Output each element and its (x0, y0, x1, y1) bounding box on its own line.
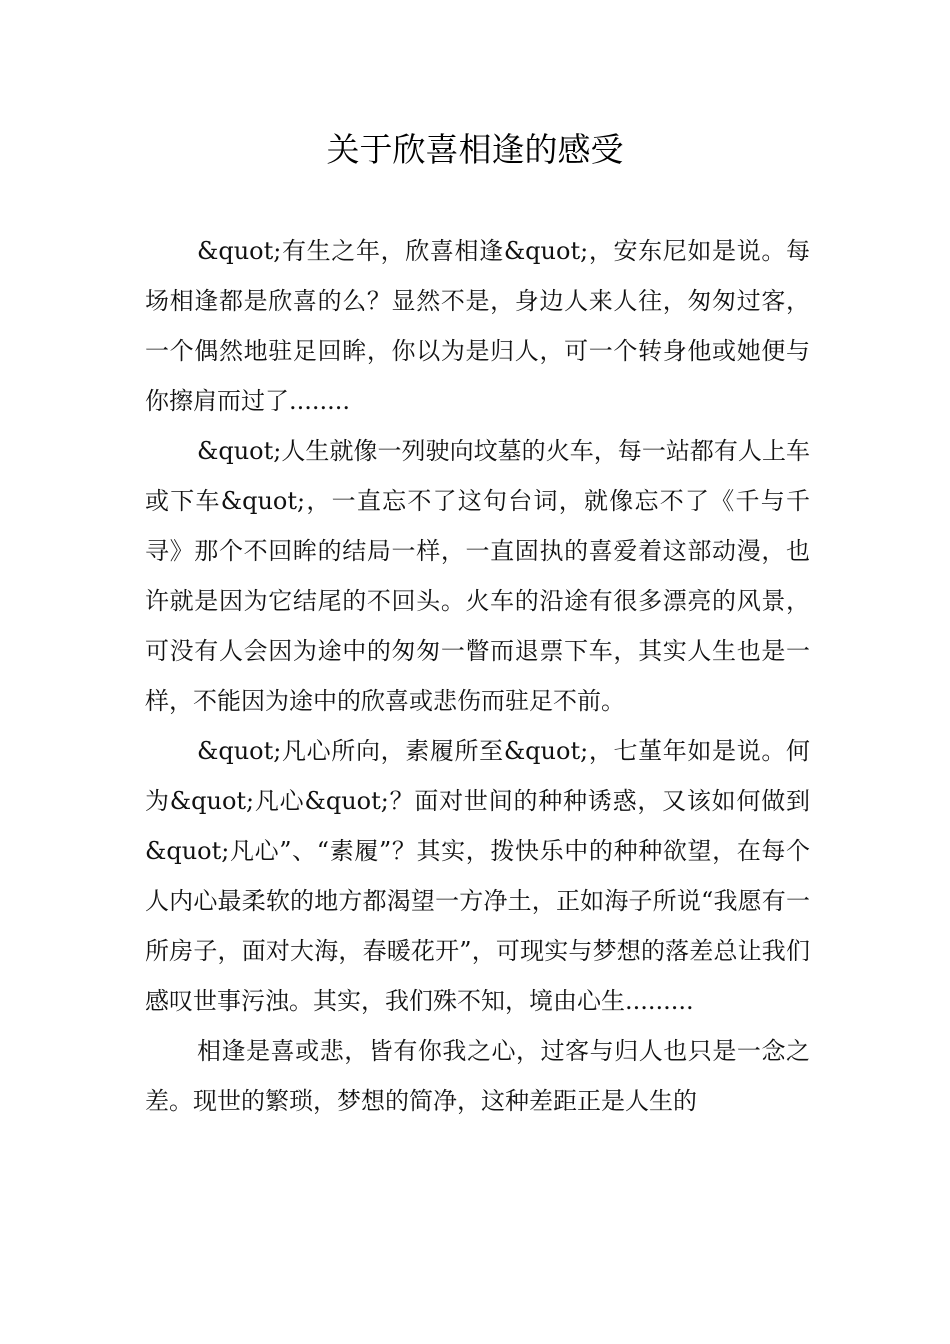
paragraph-2: &quot;人生就像一列驶向坟墓的火车，每一站都有人上车或下车&quot;，一直忘不了这句台词，就像忘不了《千与千寻》那个不回眸的结局一样，一直固执的喜爱着这部动漫，也许就是因为它结尾的不回头。火车的沿途有很多漂亮的风景，可没有人会因为途中的匆匆一瞥而退票下车，其实人生也是一样，不能因为途中的欣喜或悲伤而驻足不前。 (145, 437, 810, 715)
paragraph-4: 相逢是喜或悲，皆有你我之心，过客与归人也只是一念之差。现世的繁琐，梦想的简净，这种差距正是人生的 (145, 1037, 810, 1115)
paragraph-3: &quot;凡心所向，素履所至&quot;，七堇年如是说。何为&quot;凡心&quot;？面对世间的种种诱惑，又该如何做到&quot;凡心”、“素履”？其实，拨快乐中的种种欲望，在每个人内心最柔软的地方都渴望一方净土，正如海子所说“我愿有一所房子，面对大海，春暖花开”，可现实与梦想的落差总让我们感叹世事污浊。其实，我们殊不知，境由心生......... (145, 737, 810, 1015)
document-title: 关于欣喜相逢的感受 (326, 130, 624, 169)
paragraph-1: &quot;有生之年，欣喜相逢&quot;，安东尼如是说。每场相逢都是欣喜的么？显然不是，身边人来人往，匆匆过客，一个偶然地驻足回眸，你以为是归人，可一个转身他或她便与你擦肩而过了........ (145, 237, 810, 415)
document-body (145, 226, 810, 1126)
